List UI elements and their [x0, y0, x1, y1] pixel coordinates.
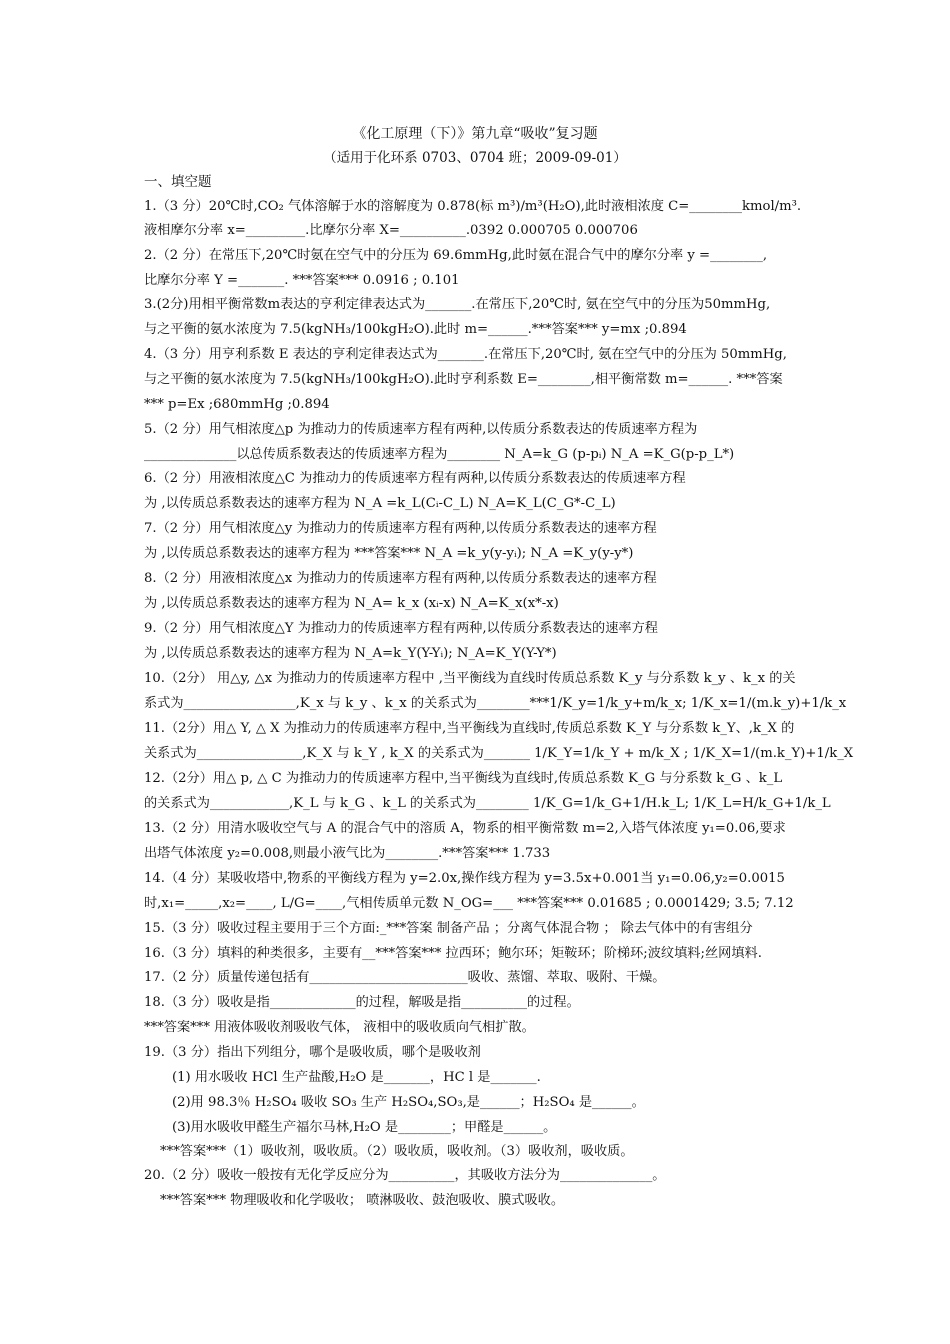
text-line: ***答案*** 物理吸收和化学吸收； 喷淋吸收、鼓泡吸收、膜式吸收。 [160, 1193, 565, 1208]
text-line: 10.（2分） 用△y, △x 为推动力的传质速率方程中 ,当平衡线为直线时传质总系数 K_y 与分系数 k_y 、k_x 的关 [144, 671, 796, 686]
text-line: 为 ,以传质总系数表达的速率方程为 N_A= k_x (xᵢ-x) N_A=K_x(x*-x) [144, 596, 559, 611]
text-line: 5.（2 分）用气相浓度△p 为推动力的传质速率方程有两种,以传质分系数表达的传质速率方程为 [144, 422, 698, 437]
text-line: 与之平衡的氨水浓度为 7.5(kgNH₃/100kgH₂O).此时亨利系数 E=________,相平衡常数 m=______. ***答案 [144, 372, 783, 387]
text-line: 液相摩尔分率 x=_________.比摩尔分率 X=__________.0392 0.000705 0.000706 [144, 223, 638, 238]
text-line: (2)用 98.3％ H₂SO₄ 吸收 SO₃ 生产 H₂SO₄,SO₃,是______；H₂SO₄ 是______。 [172, 1095, 645, 1110]
text-line: 20.（2 分）吸收一般按有无化学反应分为__________，其吸收方法分为______________。 [144, 1168, 666, 1183]
text-line: 11.（2分）用△ Y, △ X 为推动力的传质速率方程中,当平衡线为直线时,传质总系数 K_Y 与分系数 k_Y、,k_X 的 [144, 721, 795, 736]
text-line: ***答案*** 用液体吸收剂吸收气体， 液相中的吸收质向气相扩散。 [144, 1020, 535, 1035]
text-line: 与之平衡的氨水浓度为 7.5(kgNH₃/100kgH₂O).此时 m=______.***答案*** y=mx ;0.894 [144, 322, 687, 337]
document-subtitle: （适用于化环系 0703、0704 班；2009-09-01） [323, 150, 627, 166]
text-line: 为 ,以传质总系数表达的速率方程为 N_A=k_Y(Y-Yᵢ); N_A=K_Y(Y-Y*) [144, 646, 557, 661]
text-line: *** p=Ex ;680mmHg ;0.894 [144, 397, 330, 412]
text-line: 出塔气体浓度 y₂=0.008,则最小液气比为________.***答案*** 1.733 [144, 846, 551, 861]
text-line: 9.（2 分）用气相浓度△Y 为推动力的传质速率方程有两种,以传质分系数表达的速率方程 [144, 621, 658, 636]
text-line: 19.（3 分）指出下列组分，哪个是吸收质，哪个是吸收剂 [144, 1045, 481, 1060]
text-line: 8.（2 分）用液相浓度△x 为推动力的传质速率方程有两种,以传质分系数表达的速率方程 [144, 571, 657, 586]
text-line: (1) 用水吸收 HCl 生产盐酸,H₂O 是_______，HC l 是_______. [172, 1070, 541, 1085]
text-line: 13.（2 分）用清水吸收空气与 A 的混合气中的溶质 A，物系的相平衡常数 m=2,入塔气体浓度 y₁=0.06,要求 [144, 821, 786, 836]
text-line: ______________以总传质系数表达的传质速率方程为________ N_A=k_G (p-pᵢ) N_A =K_G(p-p_L*) [144, 447, 735, 462]
text-line: 15.（3 分）吸收过程主要用于三个方面:_***答案 制备产品 ；分离气体混合物 ； 除去气体中的有害组分 [144, 921, 753, 936]
text-line: 的关系式为____________,K_L 与 k_G 、k_L 的关系式为________ 1/K_G=1/k_G+1/H.k_L; 1/K_L=H/k_G+1/k_L [144, 796, 831, 811]
text-line: 比摩尔分率 Y =_______. ***答案*** 0.0916 ; 0.101 [144, 273, 460, 288]
text-line: 12.（2分）用△ p, △ C 为推动力的传质速率方程中,当平衡线为直线时,传质总系数 K_G 与分系数 k_G 、k_L [144, 771, 783, 786]
text-line: 6.（2 分）用液相浓度△C 为推动力的传质速率方程有两种,以传质分系数表达的传质速率方程 [144, 471, 686, 486]
text-line: 16.（3 分）填料的种类很多，主要有__***答案*** 拉西环；鲍尔环；矩鞍环；阶梯环;波纹填料;丝网填料. [144, 946, 762, 961]
text-line: 17.（2 分）质量传递包括有________________________吸收、蒸馏、萃取、吸附、干燥。 [144, 970, 666, 985]
text-line: 为 ,以传质总系数表达的速率方程为 ***答案*** N_A =k_y(y-yᵢ); N_A =K_y(y-y*) [144, 546, 634, 561]
text-line: ***答案***（1）吸收剂，吸收质。（2）吸收质，吸收剂。（3）吸收剂，吸收质。 [160, 1144, 634, 1159]
text-line: 时,x₁=_____,x₂=____, L/G=____,气相传质单元数 N_OG=___ ***答案*** 0.01685 ; 0.0001429; 3.5; 7.12 [144, 896, 794, 911]
text-line: 1.（3 分）20℃时,CO₂ 气体溶解于水的溶解度为 0.878(标 m³)/m³(H₂O),此时液相浓度 C=________kmol/m³. [144, 199, 802, 214]
text-line: 关系式为________________,K_X 与 k_Y , k_X 的关系式为_______ 1/K_Y=1/k_Y + m/k_X ; 1/K_X=1/(m.k_Y)+1/k_X [144, 746, 854, 761]
document-title: 《化工原理（下）》第九章“吸收”复习题 [352, 126, 598, 142]
text-line: 14.（4 分）某吸收塔中,物系的平衡线方程为 y=2.0x,操作线方程为 y=3.5x+0.001当 y₁=0.06,y₂=0.0015 [144, 871, 785, 886]
text-line: 18.（3 分）吸收是指_____________的过程，解吸是指__________的过程。 [144, 995, 580, 1010]
text-line: 3.(2分)用相平衡常数m表达的亨利定律表达式为_______.在常压下,20℃时, 氨在空气中的分压为50mmHg, [144, 297, 771, 312]
text-line: 4.（3 分）用亨利系数 E 表达的亨利定律表达式为_______.在常压下,20℃时, 氨在空气中的分压为 50mmHg, [144, 347, 787, 362]
text-line: 7.（2 分）用气相浓度△y 为推动力的传质速率方程有两种,以传质分系数表达的速率方程 [144, 521, 657, 536]
text-line: 为 ,以传质总系数表达的速率方程为 N_A =k_L(Cᵢ-C_L) N_A=K_L(C_G*-C_L) [144, 496, 616, 511]
text-line: 2.（2 分）在常压下,20℃时氨在空气中的分压为 69.6mmHg,此时氨在混合气中的摩尔分率 y =________, [144, 248, 768, 263]
text-line: (3)用水吸收甲醛生产福尔马林,H₂O 是________；甲醛是______。 [172, 1120, 557, 1135]
text-line: 系式为_________________,K_x 与 k_y 、k_x 的关系式为________***1/K_y=1/k_y+m/k_x; 1/K_x=1/(m.k_y)+1/k_x [144, 696, 847, 711]
section-heading: 一、填空题 [144, 174, 212, 190]
